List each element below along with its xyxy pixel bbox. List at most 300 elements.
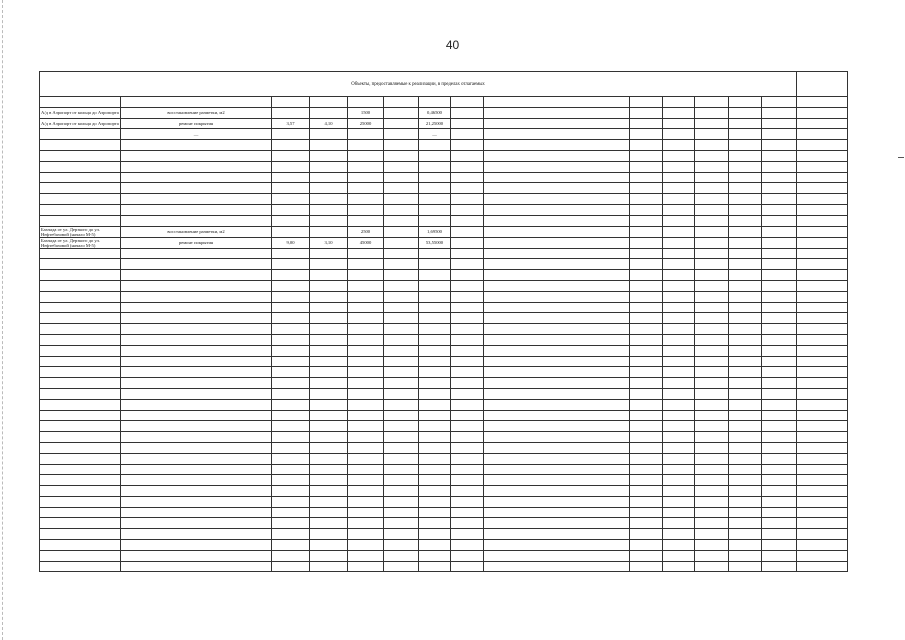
- value-cell-5: [419, 248, 451, 259]
- work-type-cell: [121, 507, 272, 518]
- value-cell-8: [663, 356, 695, 367]
- value-cell-9: [695, 496, 729, 507]
- value-cell-8: [663, 280, 695, 291]
- value-cell-6: [451, 270, 484, 281]
- work-type-cell: [121, 204, 272, 215]
- value-cell-10: [729, 118, 762, 129]
- value-cell-2: [310, 291, 348, 302]
- value-cell-10: [729, 140, 762, 151]
- value-cell-1: [272, 442, 310, 453]
- work-type-cell: [121, 248, 272, 259]
- object-name-cell: А/д в Аэропорт от кольца до Аэропорта: [40, 107, 121, 118]
- value-cell-4: [384, 215, 419, 226]
- value-cell-3: [348, 97, 384, 108]
- value-cell-7: [630, 345, 663, 356]
- value-cell-10: [729, 550, 762, 561]
- wide-empty-cell: [484, 172, 630, 183]
- value-cell-4: [384, 324, 419, 335]
- table-row-empty: [40, 313, 848, 324]
- value-cell-10: [729, 561, 762, 572]
- scan-margin-mark: [898, 157, 904, 158]
- value-cell-9: [695, 291, 729, 302]
- value-cell-9: [695, 432, 729, 443]
- work-type-cell: [121, 496, 272, 507]
- value-cell-12: [797, 183, 848, 194]
- value-cell-8: [663, 226, 695, 237]
- value-cell-9: [695, 204, 729, 215]
- value-cell-9: [695, 529, 729, 540]
- value-cell-1: [272, 496, 310, 507]
- value-cell-12: [797, 475, 848, 486]
- scan-edge-line: [2, 0, 4, 640]
- value-cell-10: [729, 529, 762, 540]
- table-row-empty: [40, 529, 848, 540]
- value-cell-8: [663, 97, 695, 108]
- value-cell-7: [630, 248, 663, 259]
- value-cell-11: [762, 302, 797, 313]
- value-cell-6: [451, 129, 484, 140]
- value-cell-8: [663, 291, 695, 302]
- value-cell-10: [729, 248, 762, 259]
- value-cell-4: [384, 226, 419, 237]
- object-name-cell: [40, 291, 121, 302]
- value-cell-2: [310, 475, 348, 486]
- value-cell-5: [419, 388, 451, 399]
- object-name-cell: [40, 172, 121, 183]
- work-type-cell: [121, 345, 272, 356]
- value-cell-11: [762, 442, 797, 453]
- value-cell-9: [695, 324, 729, 335]
- work-type-cell: восстановление разметки, м2: [121, 107, 272, 118]
- value-cell-4: [384, 194, 419, 205]
- work-type-cell: ремонт покрытия: [121, 118, 272, 129]
- value-cell-12: [797, 259, 848, 270]
- value-cell-8: [663, 161, 695, 172]
- work-type-cell: [121, 194, 272, 205]
- object-name-cell: [40, 550, 121, 561]
- value-cell-2: [310, 226, 348, 237]
- value-cell-11: [762, 204, 797, 215]
- value-cell-12: [797, 313, 848, 324]
- value-cell-3: [348, 302, 384, 313]
- page-number: 40: [445, 38, 460, 52]
- value-cell-7: [630, 302, 663, 313]
- value-cell-8: [663, 540, 695, 551]
- value-cell-3: [348, 313, 384, 324]
- value-cell-8: [663, 421, 695, 432]
- value-cell-10: [729, 432, 762, 443]
- value-cell-9: [695, 356, 729, 367]
- value-cell-10: [729, 226, 762, 237]
- value-cell-9: [695, 97, 729, 108]
- value-cell-9: [695, 118, 729, 129]
- value-cell-6: [451, 172, 484, 183]
- value-cell-11: [762, 475, 797, 486]
- document-table-sheet: [39, 71, 847, 572]
- value-cell-4: [384, 561, 419, 572]
- value-cell-10: [729, 540, 762, 551]
- value-cell-7: [630, 226, 663, 237]
- value-cell-2: [310, 172, 348, 183]
- value-cell-5: [419, 324, 451, 335]
- value-cell-3: 45000: [348, 237, 384, 248]
- value-cell-11: [762, 324, 797, 335]
- value-cell-6: [451, 496, 484, 507]
- value-cell-6: [451, 140, 484, 151]
- value-cell-1: [272, 378, 310, 389]
- value-cell-6: [451, 367, 484, 378]
- value-cell-8: [663, 507, 695, 518]
- object-name-cell: [40, 464, 121, 475]
- wide-empty-cell: [484, 259, 630, 270]
- table-row: [40, 140, 848, 151]
- value-cell-8: [663, 388, 695, 399]
- value-cell-3: [348, 215, 384, 226]
- value-cell-3: [348, 507, 384, 518]
- value-cell-5: [419, 215, 451, 226]
- table-row-empty: [40, 248, 848, 259]
- value-cell-6: [451, 399, 484, 410]
- value-cell-9: [695, 194, 729, 205]
- value-cell-1: [272, 421, 310, 432]
- value-cell-7: [630, 529, 663, 540]
- value-cell-7: [630, 475, 663, 486]
- value-cell-12: [797, 302, 848, 313]
- value-cell-9: [695, 561, 729, 572]
- value-cell-1: [272, 204, 310, 215]
- value-cell-6: [451, 291, 484, 302]
- value-cell-11: [762, 270, 797, 281]
- value-cell-5: [419, 194, 451, 205]
- wide-empty-cell: [484, 464, 630, 475]
- value-cell-7: [630, 280, 663, 291]
- table-row: [40, 172, 848, 183]
- table-row: [40, 204, 848, 215]
- work-type-cell: [121, 410, 272, 421]
- object-name-cell: [40, 540, 121, 551]
- table-row-empty: [40, 410, 848, 421]
- value-cell-3: [348, 356, 384, 367]
- wide-empty-cell: [484, 345, 630, 356]
- table-row-empty: [40, 464, 848, 475]
- value-cell-8: [663, 259, 695, 270]
- value-cell-7: [630, 140, 663, 151]
- value-cell-8: [663, 475, 695, 486]
- value-cell-3: [348, 529, 384, 540]
- value-cell-10: [729, 313, 762, 324]
- value-cell-12: [797, 388, 848, 399]
- value-cell-10: [729, 388, 762, 399]
- value-cell-6: [451, 356, 484, 367]
- value-cell-11: [762, 507, 797, 518]
- value-cell-7: [630, 410, 663, 421]
- value-cell-4: [384, 259, 419, 270]
- value-cell-1: [272, 367, 310, 378]
- value-cell-7: [630, 367, 663, 378]
- value-cell-1: [272, 529, 310, 540]
- value-cell-8: [663, 324, 695, 335]
- value-cell-3: [348, 129, 384, 140]
- value-cell-4: [384, 237, 419, 248]
- value-cell-7: [630, 540, 663, 551]
- value-cell-5: [419, 172, 451, 183]
- wide-empty-cell: [484, 194, 630, 205]
- value-cell-2: [310, 518, 348, 529]
- table-row-empty: [40, 399, 848, 410]
- object-name-cell: А/д в Аэропорт от кольца до Аэропорта: [40, 118, 121, 129]
- value-cell-3: 25000: [348, 118, 384, 129]
- value-cell-4: [384, 378, 419, 389]
- value-cell-2: [310, 464, 348, 475]
- value-cell-9: [695, 270, 729, 281]
- value-cell-10: [729, 161, 762, 172]
- wide-empty-cell: [484, 475, 630, 486]
- wide-empty-cell: [484, 540, 630, 551]
- value-cell-3: [348, 550, 384, 561]
- value-cell-4: [384, 367, 419, 378]
- value-cell-4: [384, 129, 419, 140]
- value-cell-6: [451, 442, 484, 453]
- wide-empty-cell: [484, 150, 630, 161]
- value-cell-8: [663, 248, 695, 259]
- wide-empty-cell: [484, 183, 630, 194]
- object-name-cell: [40, 432, 121, 443]
- value-cell-4: [384, 507, 419, 518]
- work-type-cell: [121, 302, 272, 313]
- value-cell-10: [729, 475, 762, 486]
- value-cell-12: [797, 432, 848, 443]
- value-cell-5: [419, 161, 451, 172]
- object-name-cell: [40, 453, 121, 464]
- value-cell-12: [797, 442, 848, 453]
- value-cell-1: [272, 270, 310, 281]
- value-cell-3: [348, 140, 384, 151]
- value-cell-12: [797, 410, 848, 421]
- value-cell-12: [797, 453, 848, 464]
- value-cell-4: [384, 464, 419, 475]
- work-type-cell: [121, 378, 272, 389]
- wide-empty-cell: [484, 518, 630, 529]
- value-cell-8: [663, 442, 695, 453]
- value-cell-7: [630, 270, 663, 281]
- value-cell-12: [797, 550, 848, 561]
- value-cell-4: [384, 118, 419, 129]
- value-cell-7: [630, 313, 663, 324]
- work-type-cell: [121, 561, 272, 572]
- object-name-cell: [40, 140, 121, 151]
- object-name-cell: [40, 399, 121, 410]
- work-type-cell: [121, 270, 272, 281]
- value-cell-12: [797, 226, 848, 237]
- value-cell-3: [348, 194, 384, 205]
- value-cell-2: [310, 150, 348, 161]
- value-cell-3: [348, 442, 384, 453]
- value-cell-1: [272, 150, 310, 161]
- value-cell-12: [797, 280, 848, 291]
- table-row: [40, 226, 848, 237]
- value-cell-4: [384, 183, 419, 194]
- value-cell-5: [419, 302, 451, 313]
- value-cell-7: [630, 399, 663, 410]
- value-cell-12: [797, 215, 848, 226]
- value-cell-4: [384, 550, 419, 561]
- value-cell-2: [310, 129, 348, 140]
- value-cell-3: [348, 496, 384, 507]
- object-name-cell: [40, 518, 121, 529]
- work-type-cell: [121, 388, 272, 399]
- value-cell-2: [310, 421, 348, 432]
- value-cell-8: [663, 550, 695, 561]
- object-name-cell: [40, 313, 121, 324]
- value-cell-3: [348, 204, 384, 215]
- value-cell-12: [797, 378, 848, 389]
- value-cell-12: [797, 464, 848, 475]
- value-cell-6: [451, 313, 484, 324]
- value-cell-8: [663, 215, 695, 226]
- value-cell-11: [762, 248, 797, 259]
- value-cell-5: [419, 378, 451, 389]
- value-cell-5: [419, 421, 451, 432]
- value-cell-10: [729, 280, 762, 291]
- value-cell-3: [348, 388, 384, 399]
- object-name-cell: [40, 345, 121, 356]
- table-row-empty: [40, 518, 848, 529]
- value-cell-4: [384, 356, 419, 367]
- work-type-cell: [121, 442, 272, 453]
- value-cell-12: [797, 529, 848, 540]
- value-cell-5: 53,55000: [419, 237, 451, 248]
- work-type-cell: [121, 356, 272, 367]
- value-cell-4: [384, 140, 419, 151]
- value-cell-11: [762, 453, 797, 464]
- value-cell-12: [797, 356, 848, 367]
- value-cell-10: [729, 129, 762, 140]
- table-row-empty: [40, 496, 848, 507]
- wide-empty-cell: [484, 161, 630, 172]
- value-cell-5: [419, 518, 451, 529]
- value-cell-3: [348, 334, 384, 345]
- object-name-cell: [40, 378, 121, 389]
- value-cell-10: [729, 464, 762, 475]
- value-cell-7: [630, 97, 663, 108]
- value-cell-9: [695, 215, 729, 226]
- value-cell-2: [310, 302, 348, 313]
- value-cell-2: [310, 313, 348, 324]
- table-row-empty: [40, 378, 848, 389]
- value-cell-5: [419, 432, 451, 443]
- value-cell-4: [384, 432, 419, 443]
- table-row: [40, 129, 848, 140]
- value-cell-7: [630, 129, 663, 140]
- value-cell-4: [384, 107, 419, 118]
- value-cell-7: [630, 215, 663, 226]
- wide-empty-cell: [484, 367, 630, 378]
- value-cell-6: [451, 237, 484, 248]
- work-type-cell: [121, 464, 272, 475]
- value-cell-8: [663, 378, 695, 389]
- value-cell-8: [663, 140, 695, 151]
- value-cell-8: [663, 367, 695, 378]
- table-row-empty: [40, 561, 848, 572]
- value-cell-10: [729, 150, 762, 161]
- value-cell-3: 1500: [348, 107, 384, 118]
- value-cell-10: [729, 442, 762, 453]
- value-cell-3: [348, 150, 384, 161]
- value-cell-8: [663, 345, 695, 356]
- value-cell-6: [451, 248, 484, 259]
- wide-empty-cell: [484, 550, 630, 561]
- value-cell-6: [451, 215, 484, 226]
- value-cell-4: [384, 442, 419, 453]
- value-cell-8: [663, 453, 695, 464]
- value-cell-5: [419, 540, 451, 551]
- value-cell-9: [695, 150, 729, 161]
- value-cell-1: [272, 183, 310, 194]
- value-cell-9: [695, 259, 729, 270]
- value-cell-9: [695, 518, 729, 529]
- value-cell-11: [762, 421, 797, 432]
- value-cell-6: [451, 475, 484, 486]
- value-cell-11: [762, 486, 797, 497]
- value-cell-1: [272, 248, 310, 259]
- value-cell-7: [630, 204, 663, 215]
- value-cell-11: [762, 215, 797, 226]
- value-cell-3: [348, 378, 384, 389]
- value-cell-11: [762, 237, 797, 248]
- value-cell-11: [762, 529, 797, 540]
- value-cell-2: [310, 334, 348, 345]
- value-cell-11: [762, 399, 797, 410]
- table-row: [40, 97, 848, 108]
- value-cell-10: [729, 107, 762, 118]
- value-cell-8: [663, 334, 695, 345]
- value-cell-12: [797, 540, 848, 551]
- value-cell-9: [695, 248, 729, 259]
- work-type-cell: [121, 150, 272, 161]
- value-cell-2: [310, 183, 348, 194]
- value-cell-1: 9,00: [272, 237, 310, 248]
- value-cell-11: [762, 161, 797, 172]
- value-cell-5: [419, 529, 451, 540]
- wide-empty-cell: [484, 118, 630, 129]
- value-cell-4: [384, 161, 419, 172]
- value-cell-10: [729, 215, 762, 226]
- object-name-cell: Бахчада от ул. Дерзкого до ул. Нефтебазовой (начало М-5): [40, 237, 121, 248]
- value-cell-1: [272, 172, 310, 183]
- value-cell-2: [310, 529, 348, 540]
- value-cell-4: [384, 518, 419, 529]
- object-name-cell: [40, 259, 121, 270]
- value-cell-2: [310, 388, 348, 399]
- value-cell-2: [310, 97, 348, 108]
- value-cell-10: [729, 507, 762, 518]
- work-type-cell: [121, 518, 272, 529]
- value-cell-7: [630, 259, 663, 270]
- value-cell-9: [695, 550, 729, 561]
- value-cell-10: [729, 486, 762, 497]
- object-name-cell: [40, 183, 121, 194]
- value-cell-9: [695, 313, 729, 324]
- work-type-cell: [121, 540, 272, 551]
- value-cell-11: [762, 345, 797, 356]
- object-name-cell: [40, 388, 121, 399]
- work-type-cell: [121, 550, 272, 561]
- value-cell-12: [797, 345, 848, 356]
- work-type-cell: [121, 324, 272, 335]
- value-cell-10: [729, 194, 762, 205]
- value-cell-8: [663, 464, 695, 475]
- value-cell-2: [310, 378, 348, 389]
